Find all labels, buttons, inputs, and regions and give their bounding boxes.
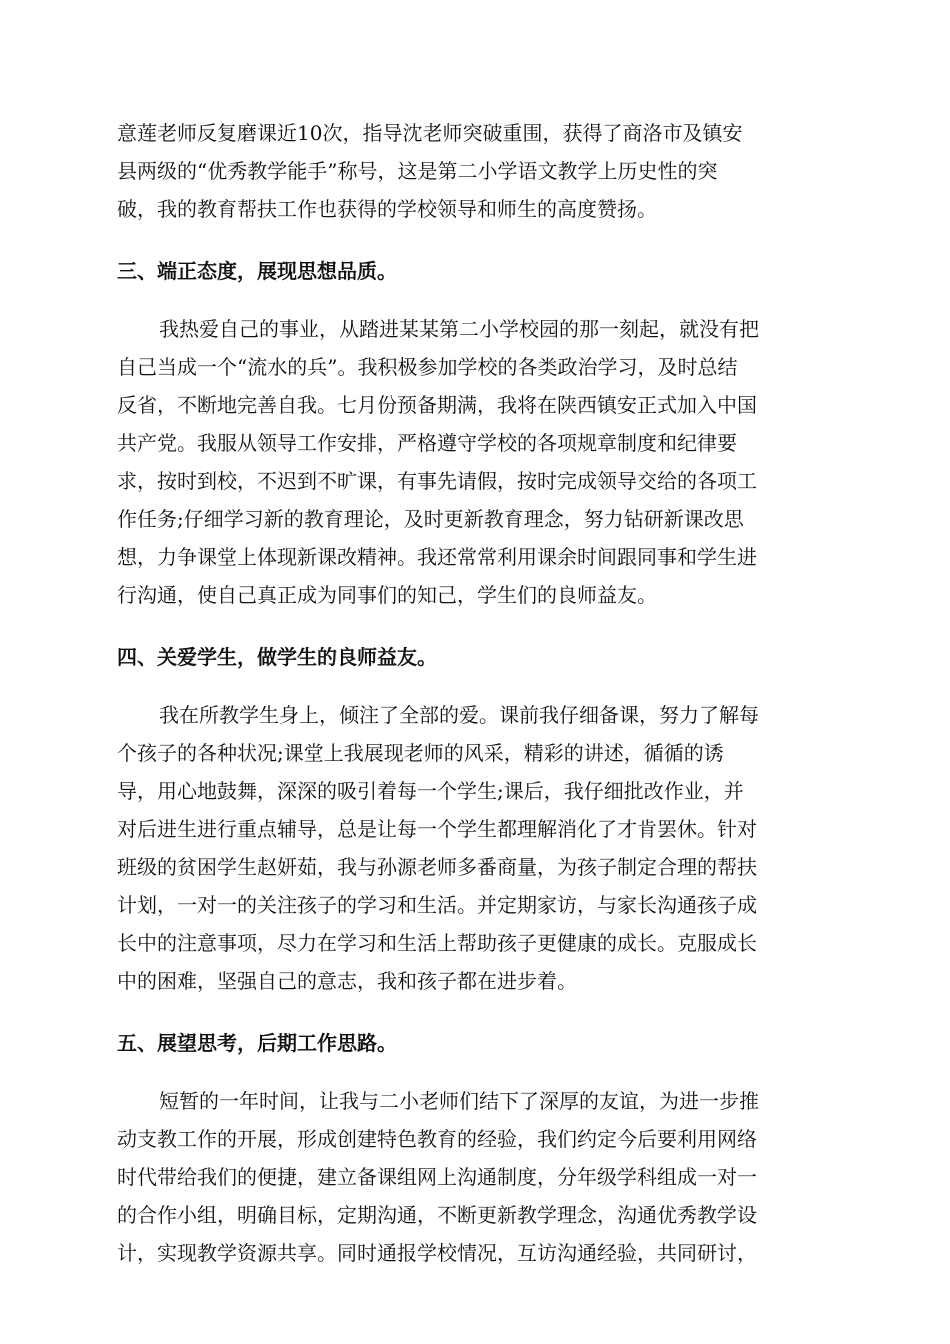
paragraph-line: 时代带给我们的便捷，建立备课组网上沟通制度，分年级学科组成一对一 [117,1165,757,1189]
section-heading-5: 五、展望思考，后期工作思路。 [117,1031,397,1055]
paragraph-line: 破，我的教育帮扶工作也获得的学校领导和师生的高度赞扬。 [117,197,657,221]
paragraph-line: 短暂的一年时间，让我与二小老师们结下了深厚的友谊，为进一步推 [159,1089,759,1113]
section-heading-4: 四、关爱学生，做学生的良师益友。 [117,645,437,669]
section-heading-3: 三、端正态度，展现思想品质。 [117,259,397,283]
paragraph-line: 班级的贫困学生赵妍茹，我与孙源老师多番商量，为孩子制定合理的帮扶 [117,855,757,879]
paragraph-line: 中的困难，坚强自己的意志，我和孩子都在进步着。 [117,969,577,993]
paragraph-line: 导，用心地鼓舞，深深的吸引着每一个学生;课后，我仔细批改作业，并 [117,779,744,803]
section-4-paragraph [117,696,833,1000]
paragraph-line: 作任务;仔细学习新的教育理论，及时更新教育理念，努力钻研新课改思 [117,507,744,531]
paragraph-line: 我在所教学生身上，倾注了全部的爱。课前我仔细备课，努力了解每 [159,703,759,727]
paragraph-line: 自己当成一个“流水的兵”。我积极参加学校的各类政治学习，及时总结 [117,355,738,379]
paragraph-line: 长中的注意事项，尽力在学习和生活上帮助孩子更健康的成长。克服成长 [117,931,757,955]
paragraph-line: 反省，不断地完善自我。七月份预备期满，我将在陕西镇安正式加入中国 [117,393,757,417]
paragraph-line: 想，力争课堂上体现新课改精神。我还常常利用课余时间跟同事和学生进 [117,545,757,569]
section-5-paragraph [117,1082,833,1272]
paragraph-line: 意莲老师反复磨课近10次，指导沈老师突破重围，获得了商洛市及镇安 [117,121,743,145]
paragraph-line: 我热爱自己的事业，从踏进某某第二小学校园的那一刻起，就没有把 [159,317,759,341]
paragraph-line: 共产党。我服从领导工作安排，严格遵守学校的各项规章制度和纪律要 [117,431,737,455]
paragraph-line: 计划，一对一的关注孩子的学习和生活。并定期家访，与家长沟通孩子成 [117,893,757,917]
paragraph-line: 个孩子的各种状况;课堂上我展现老师的风采，精彩的讲述，循循的诱 [117,741,724,765]
section-3-paragraph [117,310,833,614]
document-page [117,114,833,1272]
paragraph-line: 的合作小组，明确目标，定期沟通，不断更新教学理念，沟通优秀教学设 [117,1203,757,1227]
paragraph-line: 对后进生进行重点辅导，总是让每一个学生都理解消化了才肯罢休。针对 [117,817,757,841]
paragraph-line: 动支教工作的开展，形成创建特色教育的经验，我们约定今后要利用网络 [117,1127,757,1151]
paragraph-line: 行沟通，使自己真正成为同事们的知己，学生们的良师益友。 [117,583,657,607]
paragraph-line: 县两级的“优秀教学能手”称号，这是第二小学语文教学上历史性的突 [117,159,718,183]
intro-paragraph [117,114,833,228]
paragraph-line: 计，实现教学资源共享。同时通报学校情况，互访沟通经验，共同研讨， [117,1241,757,1265]
paragraph-line: 求，按时到校，不迟到不旷课，有事先请假，按时完成领导交给的各项工 [117,469,757,493]
